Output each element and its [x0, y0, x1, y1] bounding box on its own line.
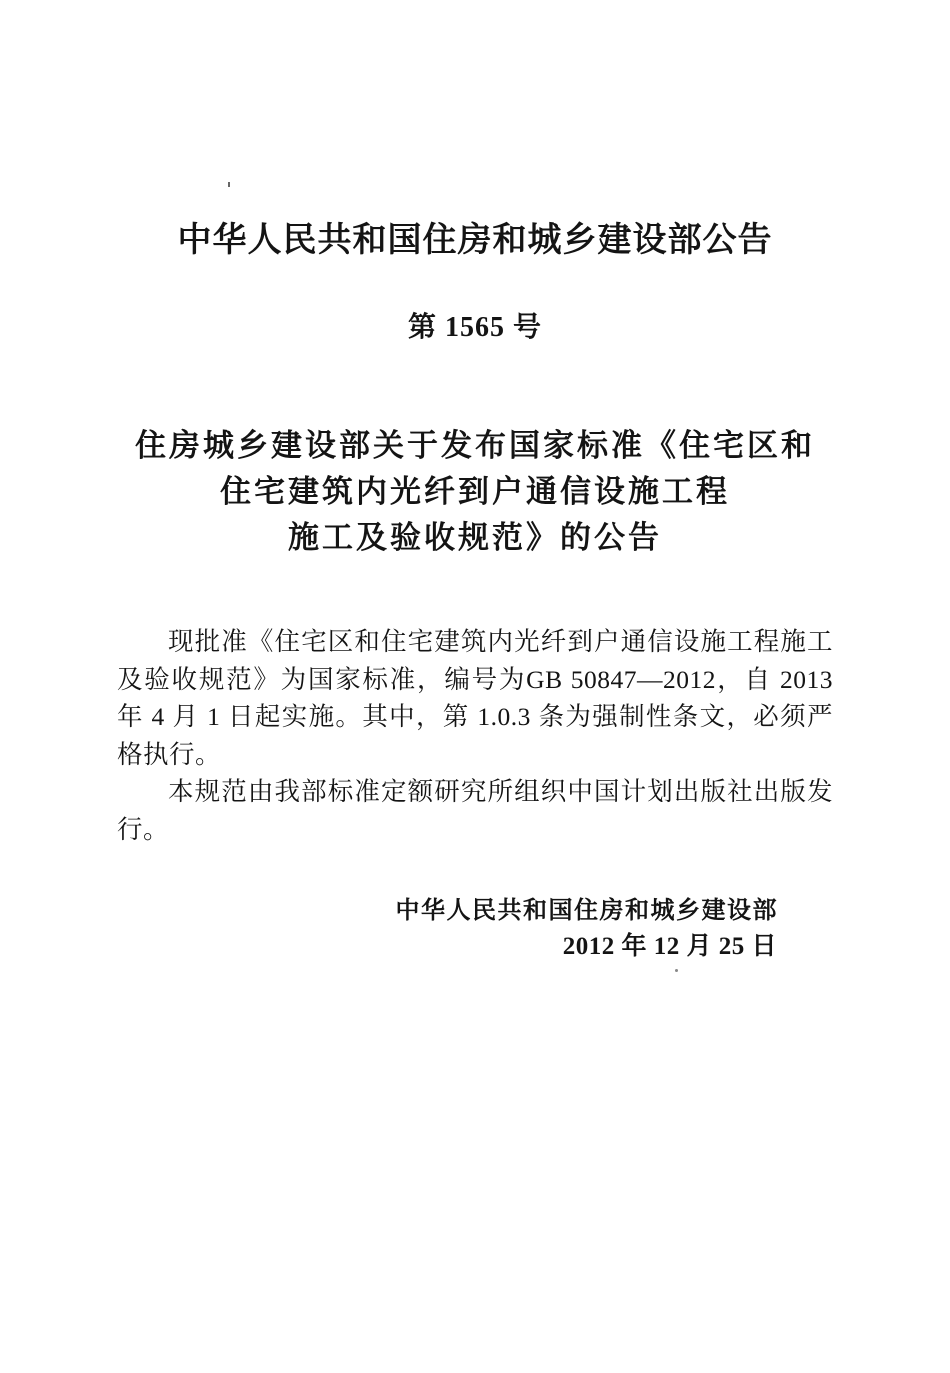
scan-artifact-speck [675, 969, 678, 972]
signature-organization: 中华人民共和国住房和城乡建设部 [395, 897, 778, 924]
document-number: 第 1565 号 [407, 312, 542, 343]
notice-heading [0, 423, 950, 561]
body-text [117, 623, 833, 848]
announcement-title: 中华人民共和国住房和城乡建设部公告 [177, 221, 773, 259]
notice-heading-line-1: 住房城乡建设部关于发布国家标准《住宅区和 [135, 428, 815, 463]
notice-heading-line-2: 住宅建筑内光纤到户通信设施工程 [220, 474, 730, 509]
scan-artifact-speck [228, 182, 230, 187]
signature-date: 2012 年 12 月 25 日 [562, 933, 777, 960]
paragraph-approval: 现批准《住宅区和住宅建筑内光纤到户通信设施工程施工及验收规范》为国家标准，编号为GB 50847—2012，自 2013 年 4 月 1 日起实施。其中，第 1.0.3 条为强制性条文，必须严格执行。 [117, 627, 833, 769]
signature-block [117, 894, 833, 965]
paragraph-publication: 本规范由我部标准定额研究所组织中国计划出版社出版发行。 [117, 777, 833, 844]
notice-heading-line-3: 施工及验收规范》的公告 [288, 520, 662, 555]
